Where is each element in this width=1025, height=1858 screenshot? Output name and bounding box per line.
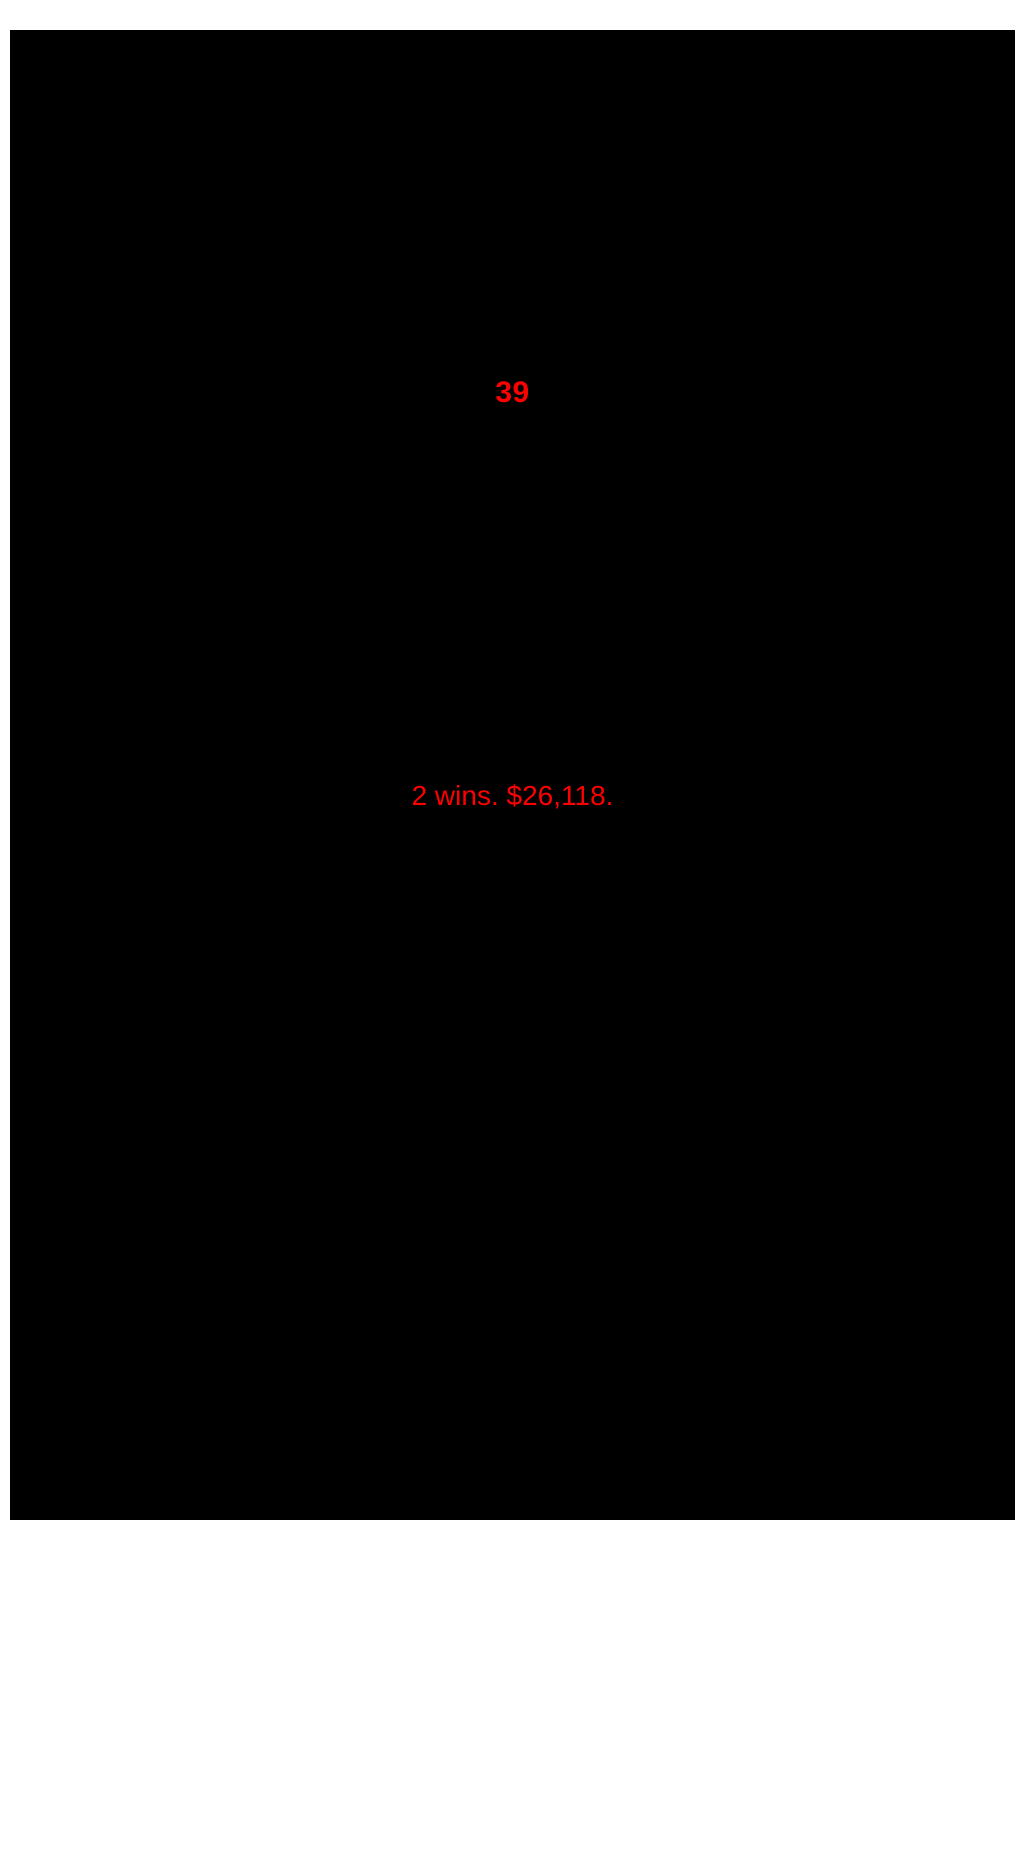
game-screen[interactable] (10, 30, 1015, 1520)
result-summary: 2 wins. $26,118. (411, 780, 614, 811)
score-value: 39 (495, 376, 530, 409)
